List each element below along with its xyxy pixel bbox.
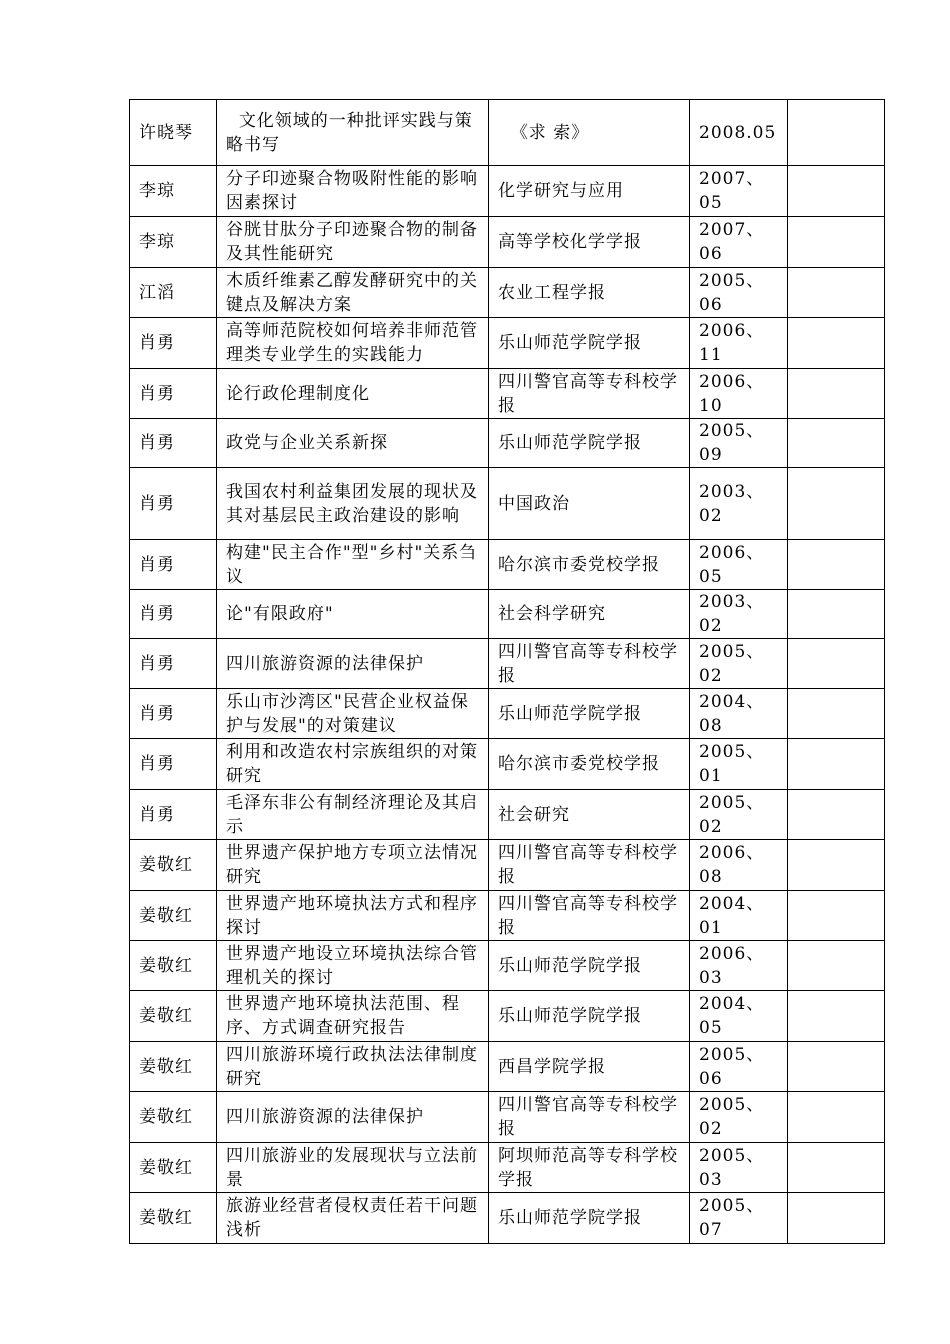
date-cell: 2007、06	[690, 217, 788, 268]
journal-cell: 哈尔滨市委党校学报	[489, 739, 690, 790]
title-cell: 政党与企业关系新探	[217, 419, 489, 468]
table-row	[130, 540, 885, 590]
remarks-cell	[788, 1042, 885, 1092]
date-cell: 2006、05	[690, 540, 788, 590]
remarks-cell	[788, 1193, 885, 1244]
author-cell: 肖勇	[130, 540, 217, 590]
author-cell: 肖勇	[130, 790, 217, 840]
date-cell: 2005、02	[690, 790, 788, 840]
author-cell: 肖勇	[130, 419, 217, 468]
table-row	[130, 419, 885, 468]
remarks-cell	[788, 318, 885, 369]
date-cell: 2005、06	[690, 1042, 788, 1092]
table-row	[130, 1042, 885, 1092]
journal-cell: 中国政治	[489, 468, 690, 540]
date-cell: 2005、02	[690, 1092, 788, 1143]
table-row	[130, 1092, 885, 1143]
remarks-cell	[788, 1143, 885, 1193]
date-cell: 2006、11	[690, 318, 788, 369]
author-cell: 李琼	[130, 166, 217, 217]
remarks-cell	[788, 540, 885, 590]
remarks-cell	[788, 790, 885, 840]
table-row	[130, 739, 885, 790]
date-cell: 2005、03	[690, 1143, 788, 1193]
author-cell: 肖勇	[130, 318, 217, 369]
remarks-cell	[788, 891, 885, 941]
author-cell: 肖勇	[130, 468, 217, 540]
journal-cell: 四川警官高等专科校学报	[489, 1092, 690, 1143]
journal-cell: 农业工程学报	[489, 268, 690, 318]
journal-cell: 四川警官高等专科校学报	[489, 369, 690, 419]
author-cell: 姜敬红	[130, 1143, 217, 1193]
author-cell: 肖勇	[130, 639, 217, 689]
author-cell: 姜敬红	[130, 891, 217, 941]
author-cell: 李琼	[130, 217, 217, 268]
date-cell: 2005、07	[690, 1193, 788, 1244]
journal-cell: 化学研究与应用	[489, 166, 690, 217]
title-cell: 构建"民主合作"型"乡村"关系刍议	[217, 540, 489, 590]
table-row	[130, 1193, 885, 1244]
title-cell: 论行政伦理制度化	[217, 369, 489, 419]
title-cell: 旅游业经营者侵权责任若干问题浅析	[217, 1193, 489, 1244]
date-cell: 2004、08	[690, 689, 788, 739]
table-row	[130, 689, 885, 739]
remarks-cell	[788, 369, 885, 419]
table-row	[130, 100, 885, 166]
date-cell: 2005、06	[690, 268, 788, 318]
remarks-cell	[788, 1092, 885, 1143]
title-cell: 文化领域的一种批评实践与策略书写	[217, 100, 489, 166]
table-row	[130, 840, 885, 891]
journal-cell: 社会科学研究	[489, 590, 690, 639]
title-cell: 高等师范院校如何培养非师范管理类专业学生的实践能力	[217, 318, 489, 369]
author-cell: 姜敬红	[130, 991, 217, 1042]
table-row	[130, 217, 885, 268]
author-cell: 肖勇	[130, 739, 217, 790]
date-cell: 2004、05	[690, 991, 788, 1042]
journal-cell: 四川警官高等专科校学报	[489, 639, 690, 689]
journal-cell: 乐山师范学院学报	[489, 1193, 690, 1244]
title-cell: 世界遗产地设立环境执法综合管理机关的探讨	[217, 941, 489, 991]
author-cell: 姜敬红	[130, 1092, 217, 1143]
title-cell: 分子印迹聚合物吸附性能的影响因素探讨	[217, 166, 489, 217]
title-cell: 四川旅游业的发展现状与立法前景	[217, 1143, 489, 1193]
title-cell: 世界遗产地环境执法方式和程序探讨	[217, 891, 489, 941]
author-cell: 肖勇	[130, 369, 217, 419]
table-row	[130, 991, 885, 1042]
table-row	[130, 891, 885, 941]
table-row	[130, 1143, 885, 1193]
date-cell: 2003、02	[690, 590, 788, 639]
title-cell: 毛泽东非公有制经济理论及其启示	[217, 790, 489, 840]
author-cell: 姜敬红	[130, 840, 217, 891]
author-cell: 许晓琴	[130, 100, 217, 166]
journal-cell: 《求 索》	[489, 100, 690, 166]
remarks-cell	[788, 419, 885, 468]
remarks-cell	[788, 639, 885, 689]
journal-cell: 乐山师范学院学报	[489, 689, 690, 739]
remarks-cell	[788, 217, 885, 268]
table-row	[130, 590, 885, 639]
title-cell: 谷胱甘肽分子印迹聚合物的制备及其性能研究	[217, 217, 489, 268]
journal-cell: 乐山师范学院学报	[489, 419, 690, 468]
journal-cell: 哈尔滨市委党校学报	[489, 540, 690, 590]
title-cell: 世界遗产地环境执法范围、程序、方式调查研究报告	[217, 991, 489, 1042]
author-cell: 姜敬红	[130, 941, 217, 991]
title-cell: 四川旅游环境行政执法法律制度研究	[217, 1042, 489, 1092]
title-cell: 世界遗产保护地方专项立法情况研究	[217, 840, 489, 891]
author-cell: 姜敬红	[130, 1193, 217, 1244]
title-cell: 四川旅游资源的法律保护	[217, 639, 489, 689]
date-cell: 2005、09	[690, 419, 788, 468]
journal-cell: 社会研究	[489, 790, 690, 840]
journal-cell: 四川警官高等专科校学报	[489, 840, 690, 891]
journal-cell: 阿坝师范高等专科学校学报	[489, 1143, 690, 1193]
remarks-cell	[788, 991, 885, 1042]
title-cell: 乐山市沙湾区"民营企业权益保护与发展"的对策建议	[217, 689, 489, 739]
date-cell: 2006、10	[690, 369, 788, 419]
table-row	[130, 468, 885, 540]
table-row	[130, 166, 885, 217]
table-row	[130, 790, 885, 840]
date-cell: 2004、01	[690, 891, 788, 941]
date-cell: 2006、03	[690, 941, 788, 991]
table-row	[130, 941, 885, 991]
journal-cell: 乐山师范学院学报	[489, 941, 690, 991]
table-row	[130, 639, 885, 689]
title-cell: 四川旅游资源的法律保护	[217, 1092, 489, 1143]
table-row	[130, 268, 885, 318]
date-cell: 2005、02	[690, 639, 788, 689]
publications-table-body	[130, 100, 885, 1244]
date-cell: 2008.05	[690, 100, 788, 166]
remarks-cell	[788, 941, 885, 991]
title-cell: 我国农村利益集团发展的现状及其对基层民主政治建设的影响	[217, 468, 489, 540]
journal-cell: 四川警官高等专科校学报	[489, 891, 690, 941]
author-cell: 姜敬红	[130, 1042, 217, 1092]
date-cell: 2006、08	[690, 840, 788, 891]
journal-cell: 乐山师范学院学报	[489, 318, 690, 369]
author-cell: 肖勇	[130, 590, 217, 639]
table-row	[130, 369, 885, 419]
date-cell: 2003、02	[690, 468, 788, 540]
title-cell: 利用和改造农村宗族组织的对策研究	[217, 739, 489, 790]
journal-cell: 高等学校化学学报	[489, 217, 690, 268]
remarks-cell	[788, 739, 885, 790]
remarks-cell	[788, 590, 885, 639]
remarks-cell	[788, 689, 885, 739]
date-cell: 2005、01	[690, 739, 788, 790]
table-row	[130, 318, 885, 369]
remarks-cell	[788, 840, 885, 891]
author-cell: 江滔	[130, 268, 217, 318]
remarks-cell	[788, 268, 885, 318]
title-cell: 论"有限政府"	[217, 590, 489, 639]
remarks-cell	[788, 166, 885, 217]
journal-cell: 西昌学院学报	[489, 1042, 690, 1092]
date-cell: 2007、05	[690, 166, 788, 217]
remarks-cell	[788, 100, 885, 166]
remarks-cell	[788, 468, 885, 540]
title-cell: 木质纤维素乙醇发酵研究中的关键点及解决方案	[217, 268, 489, 318]
publications-table	[129, 99, 885, 1244]
author-cell: 肖勇	[130, 689, 217, 739]
journal-cell: 乐山师范学院学报	[489, 991, 690, 1042]
